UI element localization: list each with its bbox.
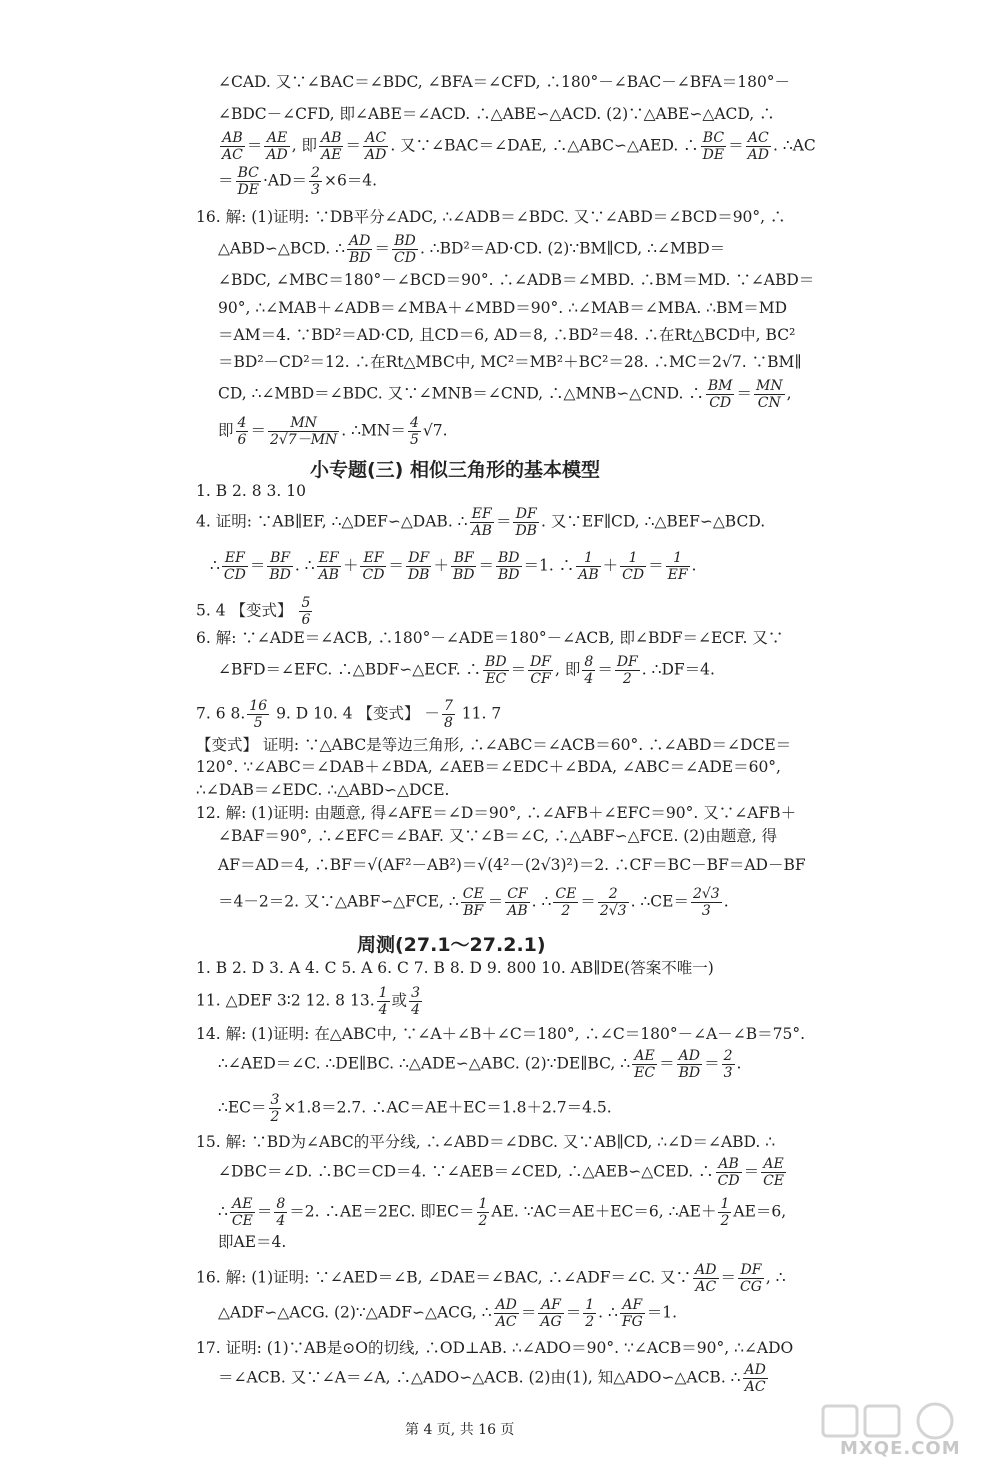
fraction: $\frac{BD}{BD}$ <box>498 550 520 583</box>
fraction: $\frac{AC}{AD}$ <box>747 130 769 163</box>
text-line: 即AE＝4. <box>218 1233 287 1251</box>
text-line: 120°. ∵∠ABC＝∠DAB＋∠BDA, ∠AEB＝∠EDC＋∠BDA, ∠ABC＝∠ADE＝60°, <box>196 758 781 776</box>
text-line: 【变式】 证明: ∵△ABC是等边三角形, ∴∠ABC＝∠ACB＝60°. ∴∠ABD＝∠DCE＝ <box>196 736 792 754</box>
fraction: $\frac{AB}{CD}$ <box>717 1156 740 1189</box>
text-line: 4. 证明: ∵AB∥EF, ∴△DEF∽△DAB. ∴ $\frac{EF}{AB}$ ＝ $\frac{DF}{DB}$ . 又∵EF∥CD, ∴△BEF∽△BCD. <box>196 506 766 539</box>
text-line: ∴∠DAB＝∠EDC. ∴△ABD∽△DCE. <box>196 781 450 799</box>
fraction: $\frac{EF}{AB}$ <box>318 550 339 583</box>
fraction: $\frac{4}{5}$ <box>409 415 419 448</box>
fraction: $\frac{AD}{BD}$ <box>678 1048 701 1081</box>
fraction: $\frac{2}{3}$ <box>311 165 320 198</box>
text-line: AF＝AD＝4, ∴BF＝√(AF²－AB²)＝√(4²－(2√3)²)＝2. ∴CF＝BC－BF＝AD－BF <box>218 856 806 874</box>
text-line: ＝∠ACB. 又∵∠A＝∠A, ∴△ADO∽△ACB. (2)由(1), 知△ADO∽△ACB. ∴ $\frac{AD}{AC}$ <box>218 1362 766 1395</box>
fraction: $\frac{1}{2}$ <box>478 1196 488 1229</box>
fraction: $\frac{AD}{AC}$ <box>744 1362 766 1395</box>
fraction: $\frac{DF}{CG}$ <box>740 1262 762 1295</box>
text-line: ＝ $\frac{BC}{DE}$ ·AD＝ $\frac{2}{3}$ ×6＝4. <box>218 165 378 198</box>
fraction: $\frac{AB}{AE}$ <box>321 130 342 163</box>
text-line: 1. B 2. D 3. A 4. C 5. A 6. C 7. B 8. D 9. 800 10. AB∥DE(答案不唯一) <box>196 959 714 977</box>
text-line: 17. 证明: (1)∵AB是⊙O的切线, ∴OD⊥AB. ∴∠ADO＝90°. ∵∠ACB＝90°, ∴∠ADO <box>196 1339 794 1357</box>
fraction: $\frac{4}{6}$ <box>237 415 247 448</box>
fraction: $\frac{7}{8}$ <box>443 698 453 731</box>
fraction: $\frac{AF}{FG}$ <box>621 1297 643 1330</box>
fraction: $\frac{AE}{CE}$ <box>231 1196 253 1229</box>
text-line: 90°, ∴∠MAB＋∠ADB＝∠MBA＋∠MBD＝90°. ∴∠MAB＝∠MBA. ∴BM＝MD <box>218 299 788 317</box>
fraction: $\frac{2}{2√3}$ <box>599 886 627 919</box>
fraction: $\frac{AF}{AG}$ <box>540 1297 562 1330</box>
fraction: $\frac{16}{5}$ <box>249 698 268 731</box>
text-line: ∠DBC＝∠D. ∴BC＝CD＝4. ∵∠AEB＝∠CED, ∴△AEB∽△CED. ∴ $\frac{AB}{CD}$ ＝ $\frac{AE}{CE}$ <box>218 1156 785 1189</box>
fraction: $\frac{3}{2}$ <box>270 1092 280 1125</box>
text-line: $\frac{AB}{AC}$ ＝ $\frac{AE}{AD}$ , 即 $\frac{AB}{AE}$ ＝ $\frac{AC}{AD}$ . 又∵∠BAC＝∠DAE, ∴△ABC∽△AED. ∴ $\frac{BC}{DE}$ ＝ $\frac{AC}{AD}$ . ∴AC <box>222 130 816 163</box>
fraction: $\frac{BD}{CD}$ <box>394 233 416 266</box>
fraction: $\frac{DF}{CF}$ <box>530 654 552 687</box>
fraction: $\frac{BF}{BD}$ <box>452 550 475 583</box>
text-line: ∴ $\frac{AE}{CE}$ ＝ $\frac{8}{4}$ ＝2. ∴AE＝2EC. 即EC＝ $\frac{1}{2}$ AE. ∵AC＝AE＋EC＝6, ∴AE＋ $\frac{1}{2}$ AE＝6, <box>218 1196 787 1229</box>
fraction: $\frac{1}{AB}$ <box>578 550 599 583</box>
fraction: $\frac{DF}{2}$ <box>616 654 638 687</box>
text-line: 即 $\frac{4}{6}$ ＝ $\frac{MN}{2√7-MN}$ . ∴MN＝ $\frac{4}{5}$ √7. <box>218 415 448 448</box>
fraction: $\frac{2√3}{3}$ <box>692 886 720 919</box>
text-line: 11. △DEF 3∶2 12. 8 13. $\frac{1}{4}$ 或 $\frac{3}{4}$ <box>196 985 420 1018</box>
fraction: $\frac{CF}{AB}$ <box>507 886 528 919</box>
text-line: ＝4－2＝2. 又∵△ABF∽△FCE, ∴ $\frac{CE}{BF}$ ＝ $\frac{CF}{AB}$ . ∴ $\frac{CE}{2}$ ＝ $\frac{2}{2√3}$ . ∴CE＝ $\frac{2√3}{3}$ . <box>218 886 729 919</box>
fraction: $\frac{1}{2}$ <box>585 1297 595 1330</box>
fraction: $\frac{AC}{AD}$ <box>364 130 387 163</box>
fraction: $\frac{AE}{EC}$ <box>634 1048 656 1081</box>
fraction: $\frac{BD}{EC}$ <box>485 654 507 687</box>
fraction: $\frac{2}{3}$ <box>723 1048 733 1081</box>
fraction: $\frac{DF}{DB}$ <box>515 506 537 539</box>
fraction: $\frac{BM}{CD}$ <box>707 378 733 411</box>
fraction: $\frac{BC}{DE}$ <box>702 130 725 163</box>
watermark-text: MXQE.COM <box>840 1438 961 1459</box>
text-line: △ABD∽△BCD. ∴ $\frac{AD}{BD}$ ＝ $\frac{BD}{CD}$ . ∴BD²＝AD·CD. (2)∵BM∥CD, ∴∠MBD＝ <box>218 233 726 266</box>
fraction: $\frac{AE}{CE}$ <box>763 1156 785 1189</box>
text-line: 1. B 2. 8 3. 10 <box>196 482 306 500</box>
text-line: CD, ∴∠MBD＝∠BDC. 又∵∠MNB＝∠CND, ∴△MNB∽△CND. ∴ $\frac{BM}{CD}$ ＝ $\frac{MN}{CN}$ , <box>218 378 792 411</box>
text-line: 14. 解: (1)证明: 在△ABC中, ∵∠A＋∠B＋∠C＝180°, ∴∠C＝180°－∠A－∠B＝75°. <box>196 1025 806 1043</box>
text-line: 12. 解: (1)证明: 由题意, 得∠AFE＝∠D＝90°, ∴∠AFB＋∠EFC＝90°. 又∵∠AFB＋ <box>196 804 797 822</box>
page-footer: 第 4 页, 共 16 页 <box>405 1422 515 1438</box>
text-line: ＝AM＝4. ∵BD²＝AD·CD, 且CD＝6, AD＝8, ∴BD²＝48. ∴在Rt△BCD中, BC² <box>218 326 796 344</box>
fraction: $\frac{8}{4}$ <box>276 1196 286 1229</box>
text-line: ∠CAD. 又∵∠BAC＝∠BDC, ∠BFA＝∠CFD, ∴180°－∠BAC－∠BFA＝180°－ <box>218 73 791 91</box>
text-line: △ADF∽△ACG. (2)∵△ADF∽△ACG, ∴ $\frac{AD}{AC}$ ＝ $\frac{AF}{AG}$ ＝ $\frac{1}{2}$ . ∴ $\frac{AF}{FG}$ ＝1. <box>218 1297 678 1330</box>
fraction: $\frac{CE}{BF}$ <box>462 886 484 919</box>
text-line: ∴∠AED＝∠C. ∴DE∥BC. ∴△ADE∽△ABC. (2)∵DE∥BC, ∴ $\frac{AE}{EC}$ ＝ $\frac{AD}{BD}$ ＝ $\frac{2}{3}$ . <box>218 1048 742 1081</box>
text-line: 6. 解: ∵∠ADE＝∠ACB, ∴180°－∠ADE＝180°－∠ACB, 即∠BDF＝∠ECF. 又∵ <box>196 629 784 647</box>
fraction: $\frac{3}{4}$ <box>411 985 420 1018</box>
section-title: 小专题(三) 相似三角形的基本模型 <box>310 459 600 481</box>
fraction: $\frac{8}{4}$ <box>584 654 594 687</box>
fraction: $\frac{EF}{CD}$ <box>223 550 246 583</box>
fraction: $\frac{EF}{AB}$ <box>471 506 492 539</box>
fraction: $\frac{5}{6}$ <box>301 595 311 628</box>
fraction: $\frac{BF}{BD}$ <box>269 550 291 583</box>
fraction: $\frac{1}{2}$ <box>720 1196 730 1229</box>
fraction: $\frac{AB}{AC}$ <box>222 130 243 163</box>
fraction: $\frac{CE}{2}$ <box>555 886 577 919</box>
fraction: $\frac{EF}{CD}$ <box>362 550 385 583</box>
fraction: $\frac{AD}{AC}$ <box>695 1262 717 1295</box>
text-line: 16. 解: (1)证明: ∵DB平分∠ADC, ∴∠ADB＝∠BDC. 又∵∠ABD＝∠BCD＝90°, ∴ <box>196 208 786 226</box>
text-line: ∠BFD＝∠EFC. ∴△BDF∽△ECF. ∴ $\frac{BD}{EC}$ ＝ $\frac{DF}{CF}$ , 即 $\frac{8}{4}$ ＝ $\frac{DF}{2}$ . ∴DF＝4. <box>218 654 715 687</box>
section-title: 周测(27.1～27.2.1) <box>357 934 546 956</box>
fraction: $\frac{1}{EF}$ <box>667 550 688 583</box>
fraction: $\frac{BC}{DE}$ <box>237 165 259 198</box>
fraction: $\frac{DF}{DB}$ <box>407 550 430 583</box>
text-line: ＝BD²－CD²＝12. ∴在Rt△MBC中, MC²＝MB²＋BC²＝28. ∴MC＝2√7. ∵BM∥ <box>218 353 802 371</box>
text-line: 15. 解: ∵BD为∠ABC的平分线, ∴∠ABD＝∠DBC. 又∵AB∥CD, ∴∠D＝∠ABD. ∴ <box>196 1133 776 1151</box>
fraction: $\frac{MN}{2√7-MN}$ <box>269 415 338 448</box>
text-line: ∠BAF＝90°, ∴∠EFC＝∠BAF. 又∵∠B＝∠C, ∴△ABF∽△FCE. (2)由题意, 得 <box>218 827 778 845</box>
fraction: $\frac{MN}{CN}$ <box>755 378 783 411</box>
fraction: $\frac{1}{4}$ <box>378 985 388 1018</box>
text-line: ∠BDC－∠CFD, 即∠ABE＝∠ACD. ∴△ABE∽△ACD. (2)∵△ABE∽△ACD, ∴ <box>218 105 775 123</box>
fraction: $\frac{AD}{AC}$ <box>495 1297 517 1330</box>
fraction: $\frac{AD}{BD}$ <box>348 233 371 266</box>
fraction: $\frac{AE}{AD}$ <box>266 130 288 163</box>
text-line: 7. 6 8. $\frac{16}{5}$ 9. D 10. 4 【变式】 － $\frac{7}{8}$ 11. 7 <box>196 698 502 731</box>
text-line: 5. 4 【变式】 $\frac{5}{6}$ <box>196 595 311 628</box>
text-line: ∠BDC, ∠MBC＝180°－∠BCD＝90°. ∴∠ADB＝∠MBD. ∴BM＝MD. ∵∠ABD＝ <box>218 271 815 289</box>
text-line: ∴EC＝ $\frac{3}{2}$ ×1.8＝2.7. ∴AC＝AE＋EC＝1.8＋2.7＝4.5. <box>218 1092 612 1125</box>
fraction: $\frac{1}{CD}$ <box>622 550 645 583</box>
text-line: ∴ $\frac{EF}{CD}$ ＝ $\frac{BF}{BD}$ . ∴ $\frac{EF}{AB}$ ＋ $\frac{EF}{CD}$ ＝ $\frac{DF}{DB}$ ＋ $\frac{BF}{BD}$ ＝ $\frac{BD}{BD}$ ＝1. ∴ $\frac{1}{AB}$ ＋ $\frac{1}{CD}$ ＝ $\frac{1}{EF}$ . <box>210 550 697 583</box>
text-line: 16. 解: (1)证明: ∵∠AED＝∠B, ∠DAE＝∠BAC, ∴∠ADF＝∠C. 又∵ $\frac{AD}{AC}$ ＝ $\frac{DF}{CG}$ , ∴ <box>196 1262 786 1295</box>
